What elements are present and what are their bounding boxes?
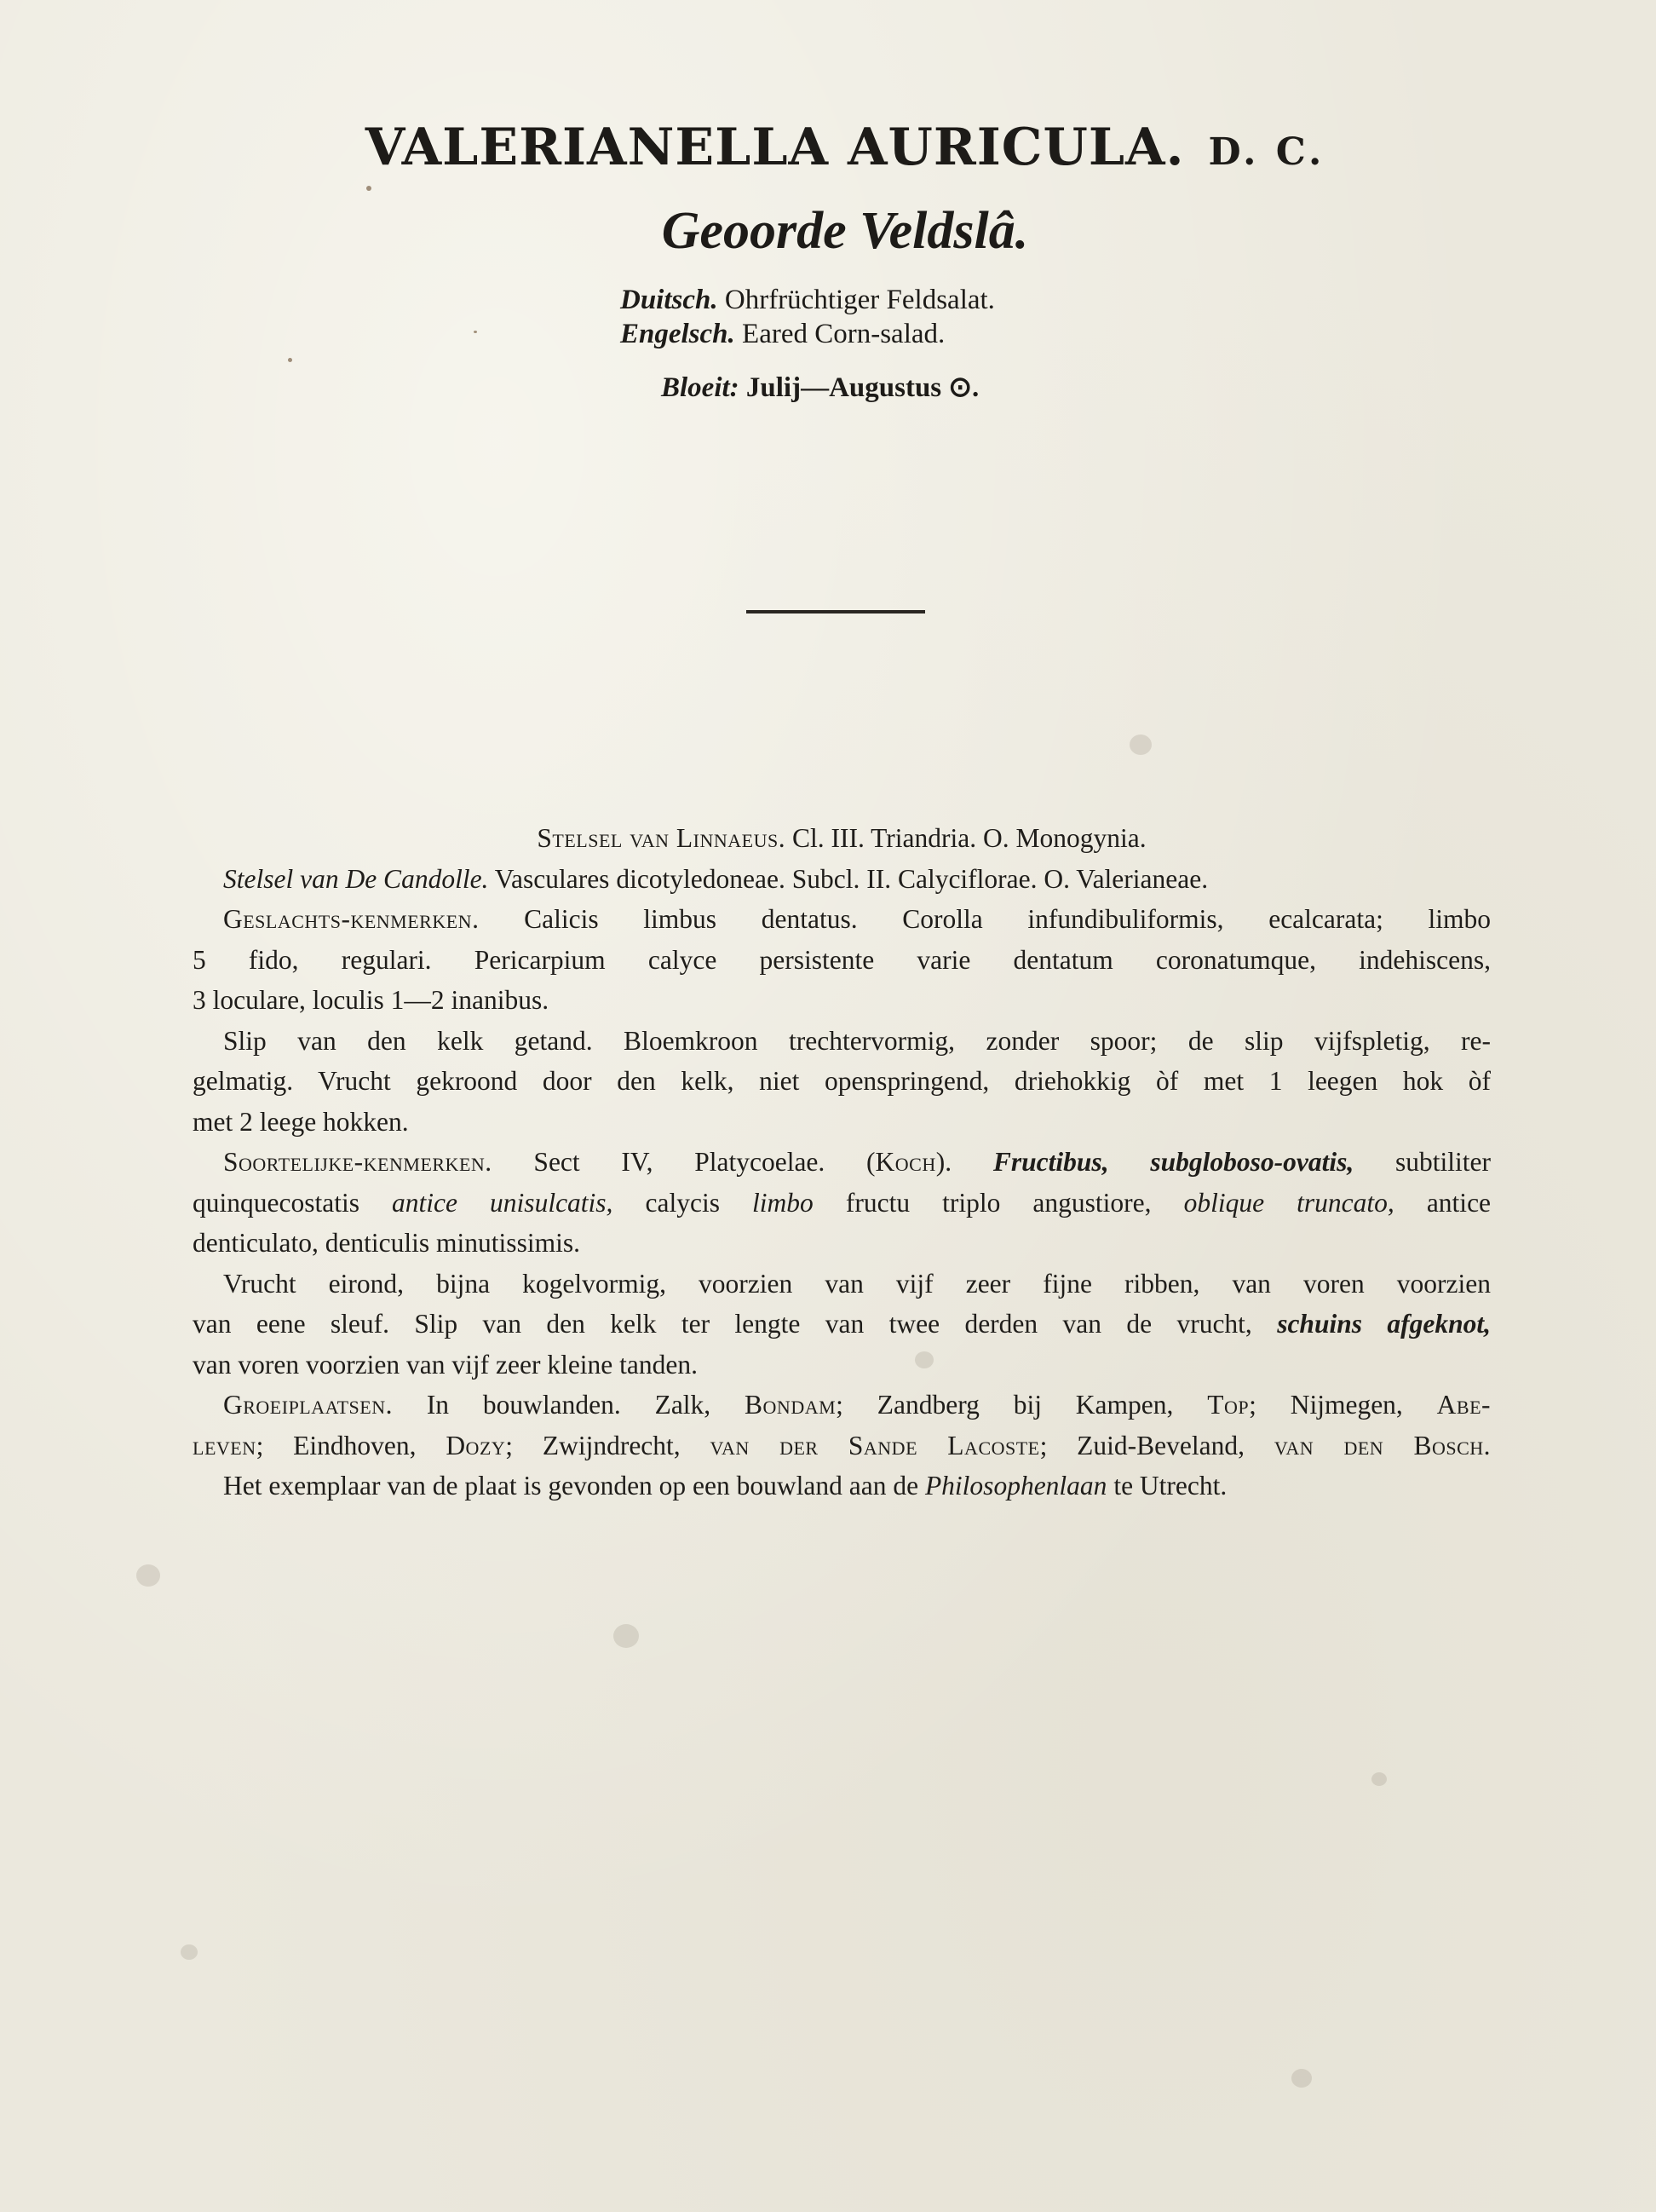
- habitats-line-2: [193, 1426, 1491, 1466]
- calyx-description-line-1: Slip van den kelk getand. Bloemkroon trechtervormig, zonder spoor; de slip vijfspletig, re-: [223, 1025, 1491, 1056]
- species-characters-line-1: [193, 1142, 1491, 1183]
- description-body: [193, 818, 1491, 1506]
- paper-speck: [288, 358, 292, 362]
- english-label: Engelsch.: [620, 319, 735, 349]
- linnaeus-text: Cl. III. Triandria. O. Monogynia.: [791, 823, 1147, 853]
- species-name: VALERIANELLA AURICULA.: [365, 118, 1185, 177]
- genus-characters-text: Calicis limbus dentatus. Corolla infundibuliformis, ecalcarata; limbo: [524, 904, 1492, 934]
- specimen-note-line: [193, 1466, 1491, 1506]
- text-segment: ; Eindhoven,: [256, 1430, 417, 1460]
- flowering-label: Bloeit:: [661, 372, 739, 403]
- text-segment: quinquecostatis: [193, 1187, 359, 1218]
- text-segment: Het exemplaar van de plaat is gevonden op een bouwland aan de: [223, 1471, 919, 1501]
- paper-speck: [1371, 1772, 1387, 1786]
- fruit-description-line-3: van voren voorzien van vijf zeer kleine tanden.: [193, 1349, 698, 1380]
- genus-characters-line-2: 5 fido, regulari. Pericarpium calyce persistente varie dentatum coronatumque, indehiscens,: [193, 944, 1491, 975]
- italic-segment: schuins afgeknot,: [1277, 1309, 1491, 1339]
- linnaeus-system-line: [193, 818, 1491, 859]
- species-characters-line-3: denticulato, denticulis minutissimis.: [193, 1228, 580, 1258]
- species-characters-label: Soortelijke-kenmerken.: [223, 1147, 492, 1177]
- habitats-label: Groeiplaatsen.: [223, 1390, 393, 1420]
- author-abbreviation: D. C.: [1208, 130, 1325, 174]
- paper-speck: [613, 1624, 639, 1648]
- flowering-period: [661, 370, 979, 404]
- english-name-line: [620, 317, 1131, 351]
- collector-name: van der Sande Lacoste: [710, 1430, 1040, 1460]
- candolle-label: Stelsel van De Candolle.: [223, 863, 489, 894]
- species-characters-line-2: [193, 1183, 1491, 1224]
- german-name-line: [620, 283, 1131, 317]
- text-segment: te Utrecht.: [1113, 1471, 1228, 1501]
- collector-name: leven: [193, 1430, 256, 1460]
- text-segment: van eene sleuf. Slip van den kelk ter lengte van twee derden van de vrucht,: [193, 1309, 1252, 1339]
- text-segment: ; Zuid-Beveland,: [1039, 1430, 1245, 1460]
- species-characters-text-b: ).: [935, 1147, 952, 1177]
- species-characters-text-a: Sect IV, Platycoelae. (: [533, 1147, 876, 1177]
- text-segment: calycis: [645, 1187, 720, 1218]
- paper-speck: [136, 1564, 160, 1587]
- paper-speck: [181, 1944, 198, 1960]
- english-name: Eared Corn-salad.: [742, 319, 946, 349]
- author-koch: Koch: [875, 1147, 936, 1177]
- divider-rule: [746, 610, 925, 613]
- candolle-system-line: [193, 859, 1491, 900]
- collector-name: Bondam: [745, 1390, 837, 1420]
- fruit-description-line-1: Vrucht eirond, bijna kogelvormig, voorzien van vijf zeer fijne ribben, van voren voorzien: [223, 1268, 1491, 1299]
- species-characters-italic: Fructibus, subgloboso-ovatis,: [992, 1147, 1354, 1177]
- paper-speck: [366, 186, 371, 191]
- collector-name: van den Bosch.: [1274, 1430, 1492, 1460]
- german-label: Duitsch.: [620, 285, 718, 315]
- text-segment: ; Zandberg bij Kampen,: [836, 1390, 1174, 1420]
- text-segment: fructu triplo angustiore,: [845, 1187, 1152, 1218]
- collector-name: Dozy: [446, 1430, 506, 1460]
- species-characters-text-c: subtiliter: [1395, 1147, 1491, 1177]
- dutch-common-name: Geoorde Veldslâ.: [661, 202, 1029, 260]
- genus-characters-line-3: 3 loculare, loculis 1—2 inanibus.: [193, 985, 549, 1015]
- calyx-description-line-3: met 2 leege hokken.: [193, 1106, 409, 1137]
- italic-segment: antice unisulcatis,: [392, 1187, 613, 1218]
- text-segment: In bouwlanden. Zalk,: [426, 1390, 711, 1420]
- paper-speck: [474, 331, 477, 333]
- genus-characters-line-1: [193, 899, 1491, 940]
- genus-characters-label: Geslachts-kenmerken.: [223, 904, 480, 934]
- species-title: [0, 118, 1656, 177]
- paper-speck: [1130, 734, 1152, 755]
- vernacular-names: [620, 283, 1131, 351]
- text-segment: ; Nijmegen,: [1249, 1390, 1403, 1420]
- italic-segment: Philosophenlaan: [924, 1471, 1107, 1501]
- italic-segment: limbo: [752, 1187, 814, 1218]
- habitats-line-1: [193, 1385, 1491, 1426]
- candolle-text: Vasculares dicotyledoneae. Subcl. II. Calyciflorae. O. Valerianeae.: [494, 863, 1209, 894]
- text-segment: ; Zwijndrecht,: [505, 1430, 681, 1460]
- calyx-description-line-2: gelmatig. Vrucht gekroond door den kelk, niet openspringend, driehokkig òf met 1 leegen hok òf: [193, 1066, 1491, 1096]
- linnaeus-label: Stelsel van Linnaeus.: [537, 823, 786, 853]
- flowering-value: Julij—Augustus ⊙.: [745, 372, 980, 403]
- german-name: Ohrfrüchtiger Feldsalat.: [724, 285, 995, 315]
- paper-speck: [1291, 2069, 1312, 2088]
- text-segment: antice: [1426, 1187, 1492, 1218]
- italic-segment: oblique truncato,: [1183, 1187, 1394, 1218]
- fruit-description-line-2: [193, 1304, 1491, 1345]
- collector-name: Top: [1207, 1390, 1250, 1420]
- collector-name: Abe-: [1436, 1390, 1492, 1420]
